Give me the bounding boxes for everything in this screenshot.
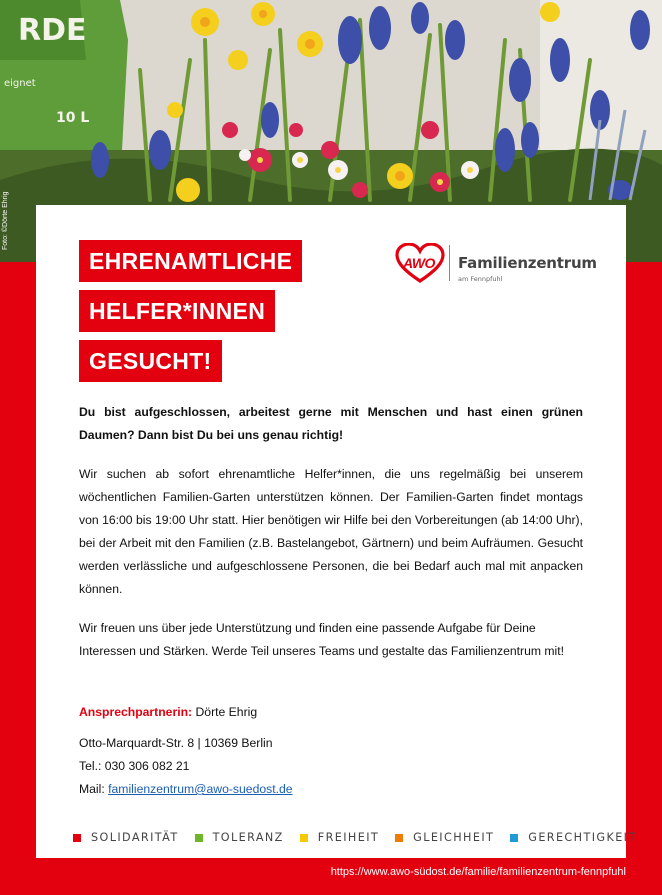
footer-url[interactable]: https://www.awo-südost.de/familie/familienzentrum-fennpfuhl	[330, 866, 626, 878]
value-label: FREIHEIT	[317, 831, 380, 844]
contact-person	[79, 701, 583, 724]
photo-credit: Foto: ©Dörte Ehrig	[2, 191, 9, 250]
contact-address: Otto-Marquardt-Str. 8 | 10369 Berlin	[79, 736, 273, 750]
values-bar	[73, 831, 653, 844]
headline-line-3: GESUCHT!	[79, 340, 222, 382]
red-frame-right	[626, 262, 662, 895]
value-label: GLEICHHEIT	[413, 831, 495, 844]
red-frame-left	[0, 262, 36, 895]
red-square-icon	[73, 834, 81, 842]
mail-link[interactable]: familienzentrum@awo-suedost.de	[108, 782, 293, 796]
yellow-square-icon	[300, 834, 308, 842]
value-gerechtigkeit	[510, 831, 636, 844]
blue-square-icon	[510, 834, 518, 842]
contact-label: Ansprechpartnerin:	[79, 705, 193, 719]
value-gleichheit	[395, 831, 494, 844]
logo-subtitle: am Fennpfuhl	[458, 275, 503, 283]
value-label: TOLERANZ	[212, 831, 284, 844]
green-square-icon	[195, 834, 203, 842]
mail-label: Mail:	[79, 782, 105, 796]
logo-divider	[449, 245, 450, 281]
contact-name: Dörte Ehrig	[195, 705, 258, 719]
value-toleranz	[195, 831, 284, 844]
paragraph-2: Wir freuen uns über jede Unterstützung und finden eine passende Aufgabe für Deine Interessen und Stärken. Werde Teil unseres Teams und gestalte das Familienzentrum mit!	[79, 621, 565, 658]
value-solidaritaet	[73, 831, 179, 844]
value-freiheit	[300, 831, 379, 844]
svg-text:RDE: RDE	[18, 13, 87, 48]
value-label: SOLIDARITÄT	[91, 831, 179, 844]
svg-text:10 L: 10 L	[56, 110, 90, 126]
intro-text: Du bist aufgeschlossen, arbeitest gerne mit Menschen und hast einen grünen Daumen? Dann bist Du bei uns genau richtig!	[79, 405, 583, 442]
svg-text:eignet: eignet	[4, 78, 36, 89]
logo-title: Familienzentrum	[458, 254, 597, 272]
orange-square-icon	[395, 834, 403, 842]
headline-line-2: HELFER*INNEN	[79, 290, 275, 332]
headline-line-1: EHRENAMTLICHE	[79, 240, 302, 282]
contact-phone[interactable]: Tel.: 030 306 082 21	[79, 759, 190, 773]
contact-mail	[79, 778, 583, 801]
logo-awo-text: AWO	[403, 255, 435, 271]
content-card	[36, 205, 637, 858]
paragraph-1: Wir suchen ab sofort ehrenamtliche Helfer*innen, die uns regelmäßig bei unserem wöchentlichen Familien-Garten unterstützen können. Der Familien-Garten findet montags von 16:00 bis 19:00 Uhr statt. Hier benötigen wir Hilfe bei den Vorbereitungen (ab 14:00 Uhr), bei der Arbeit mit den Familien (z.B. Bastelangebot, Gärtnern) und beim Aufräumen. Gesucht werden verlässliche und aufgeschlossene Personen, die bei Bedarf auch mal mit anpacken können.	[79, 467, 583, 596]
awo-familienzentrum-logo	[395, 243, 597, 293]
value-label: GERECHTIGKEIT	[528, 831, 637, 844]
